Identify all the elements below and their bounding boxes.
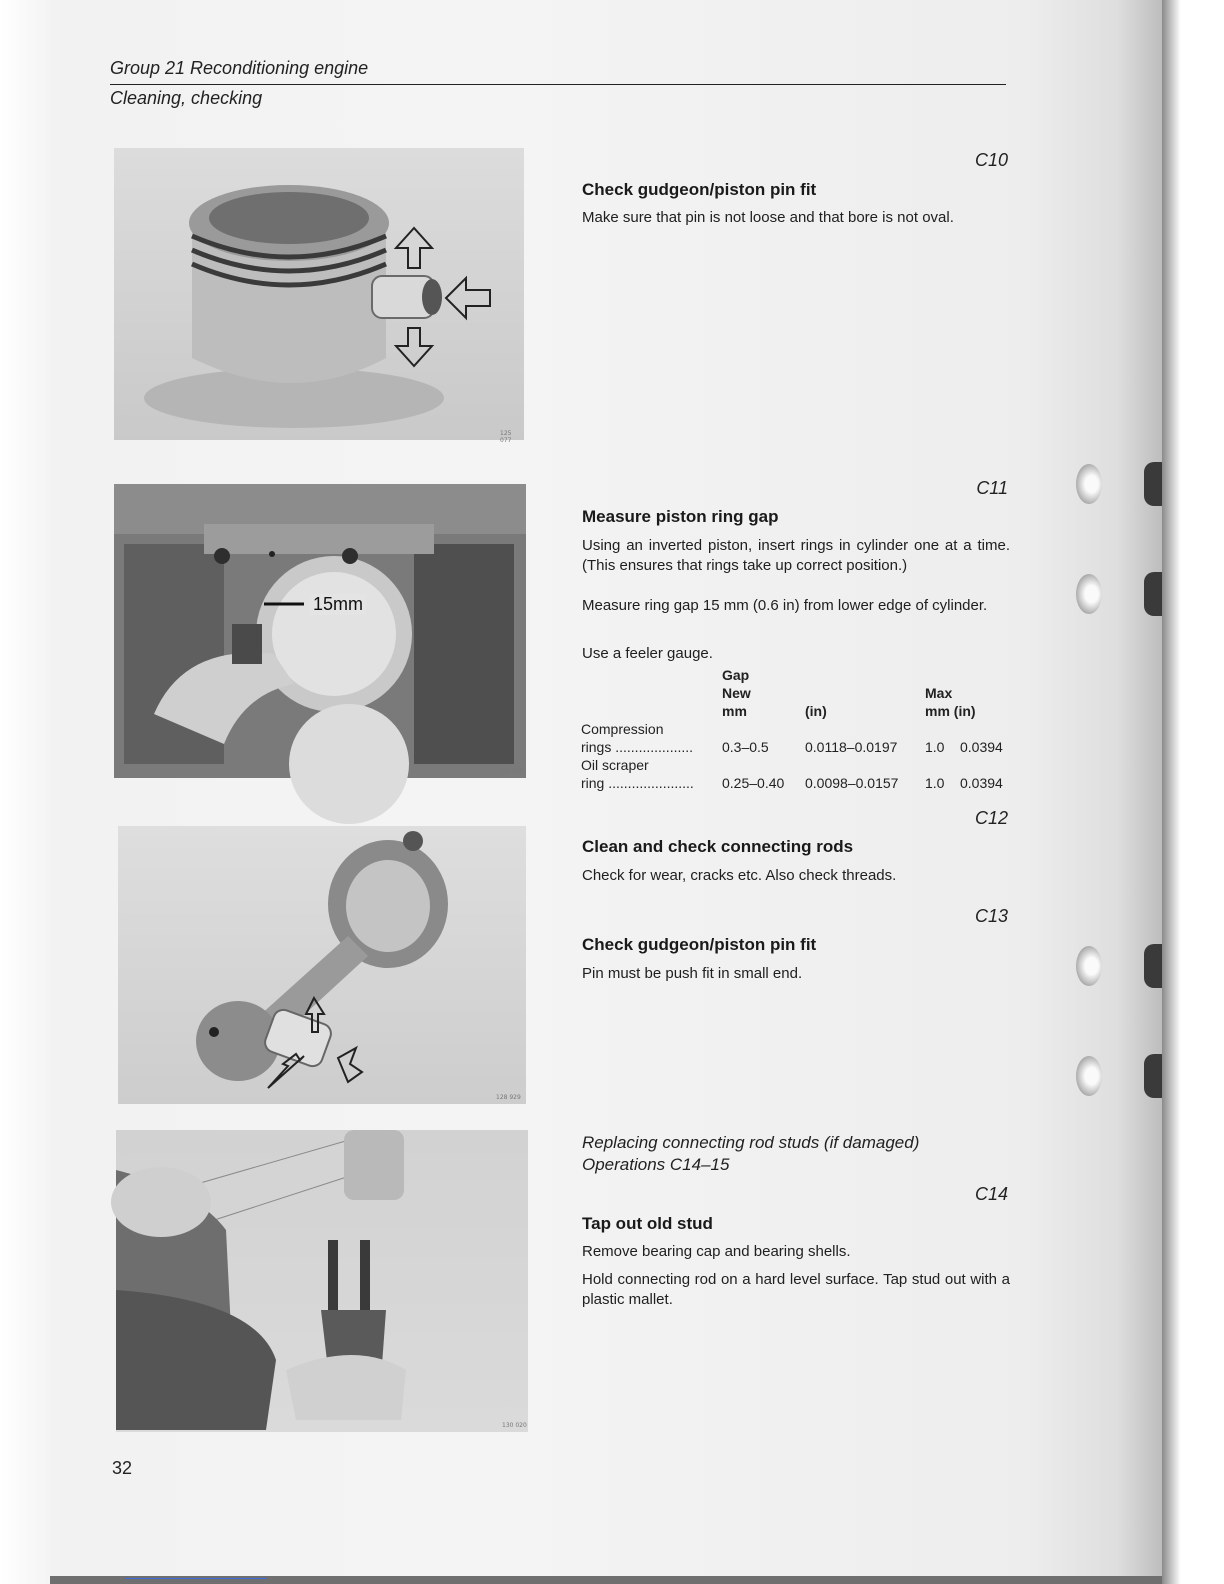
section-body-c11-1: Using an inverted piston, insert rings in cylinder one at a time. (This ensures that rings take up correct position.) [582, 537, 1010, 574]
table-header-gap: Gap [722, 667, 750, 683]
table-header-max: Max [925, 685, 953, 701]
section-title-c11: Measure piston ring gap [582, 507, 779, 526]
photo-number: 130 020 [502, 1422, 527, 1429]
measurement-label: 15mm [310, 594, 366, 615]
section-code-c10: C10 [974, 150, 1008, 170]
table-cell-max-in: 0.0394 [960, 739, 1003, 755]
photo-number: 128 929 [496, 1094, 521, 1101]
replacing-operations: Operations C14–15 [582, 1155, 730, 1174]
header-rule [110, 84, 1006, 85]
scan-margin-right [1162, 0, 1224, 1584]
table-cell-max-mm: 1.0 [925, 775, 945, 791]
cylinder-block-illustration [114, 484, 526, 778]
binder-hole [1076, 464, 1102, 504]
section-code-c13: C13 [974, 906, 1008, 926]
table-header-in: (in) [805, 703, 827, 719]
page-number: 32 [112, 1458, 133, 1478]
table-header-new: New [722, 685, 751, 701]
connecting-rod-illustration [118, 826, 526, 1104]
table-row [581, 720, 1011, 738]
table-cell-new-in: 0.0118–0.0197 [805, 739, 898, 755]
piston-illustration [114, 148, 524, 440]
table-cell-new-mm: 0.3–0.5 [722, 739, 769, 755]
table-row-label-cont: ring ...................... [581, 775, 694, 791]
table-row-label: Compression [581, 721, 664, 737]
section-title-c10: Check gudgeon/piston pin fit [582, 180, 817, 199]
photo-ring-gap [114, 484, 526, 778]
section-title-c12: Clean and check connecting rods [582, 837, 854, 856]
binder-tab [1144, 572, 1162, 616]
section-body-c11-2: Measure ring gap 15 mm (0.6 in) from lower edge of cylinder. [582, 597, 988, 614]
table-row [581, 756, 1011, 774]
bottom-link-line [125, 1578, 267, 1579]
photo-connecting-rod [118, 826, 526, 1104]
header-group-title: Group 21 Reconditioning engine [110, 58, 369, 78]
header-subtitle: Cleaning, checking [110, 88, 263, 108]
binder-tab [1144, 1054, 1162, 1098]
table-header-mm: mm [722, 703, 747, 719]
table-cell-max-mm: 1.0 [925, 739, 945, 755]
binder-tab [1144, 944, 1162, 988]
table-row [581, 738, 1011, 756]
replacing-heading: Replacing connecting rod studs (if damaged) [582, 1133, 920, 1152]
binder-hole [1076, 946, 1102, 986]
table-cell-new-mm: 0.25–0.40 [722, 775, 785, 791]
photo-piston-pin [114, 148, 524, 444]
section-body-c14-2: Hold connecting rod on a hard level surface. Tap stud out with a plastic mallet. [582, 1271, 1010, 1308]
binder-hole [1076, 574, 1102, 614]
hammer-illustration [116, 1130, 528, 1432]
section-body-c13: Pin must be push fit in small end. [582, 965, 803, 982]
section-title-c13: Check gudgeon/piston pin fit [582, 935, 817, 954]
section-body-c10: Make sure that pin is not loose and that bore is not oval. [582, 209, 954, 226]
binder-hole [1076, 1056, 1102, 1096]
section-code-c11: C11 [976, 478, 1008, 498]
table-row-label-cont: rings .................... [581, 739, 694, 755]
table-row [581, 774, 1011, 792]
section-code-c14: C14 [974, 1184, 1008, 1204]
ring-gap-table [581, 666, 1011, 792]
section-title-c14: Tap out old stud [582, 1214, 713, 1233]
table-cell-max-in: 0.0394 [960, 775, 1003, 791]
photo-tap-stud [116, 1130, 528, 1432]
photo-number: 125 077 [500, 430, 512, 444]
scan-margin-left [0, 0, 50, 1584]
section-body-c12: Check for wear, cracks etc. Also check threads. [582, 867, 897, 884]
section-code-c12: C12 [974, 808, 1008, 828]
table-header-mm-in: mm (in) [925, 703, 976, 719]
section-body-c14-1: Remove bearing cap and bearing shells. [582, 1243, 851, 1260]
photo-number: 129 928 [498, 768, 523, 775]
binder-tab [1144, 462, 1162, 506]
table-row-label: Oil scraper [581, 757, 649, 773]
section-body-c11-3: Use a feeler gauge. [582, 645, 713, 662]
table-cell-new-in: 0.0098–0.0157 [805, 775, 899, 791]
